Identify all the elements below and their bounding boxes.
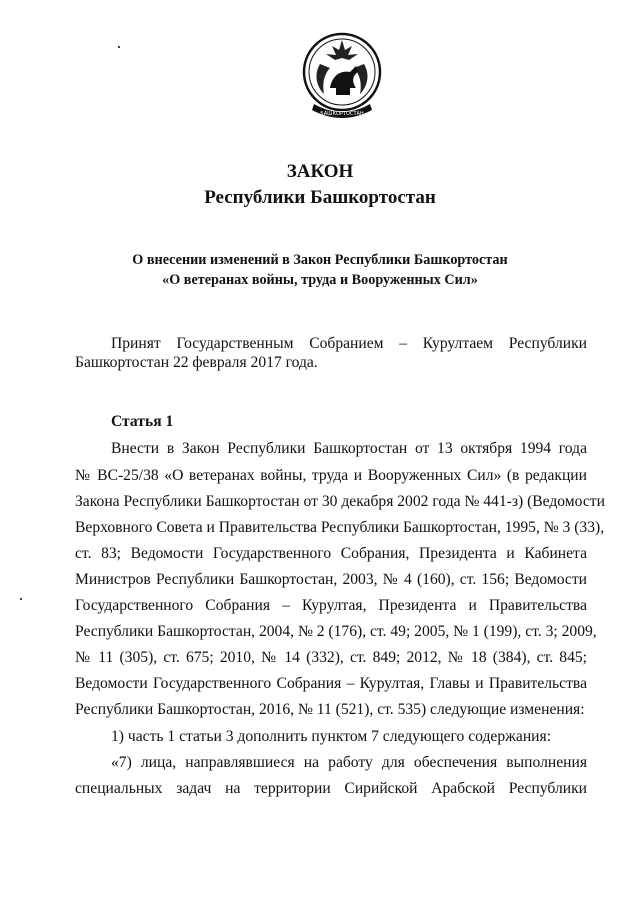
quote-line: «7) лица, направлявшиеся на работу для обеспечения выполнения [111, 754, 587, 771]
article-text-line: № 11 (305), ст. 675; 2010, № 14 (332), ст. 849; 2012, № 18 (384), ст. 845; [75, 649, 587, 666]
article-text-line: Внести в Закон Республики Башкортостан от 13 октября 1994 года [111, 440, 587, 457]
scan-speck [20, 598, 22, 600]
amendment-item: 1) часть 1 статьи 3 дополнить пунктом 7 следующего содержания: [111, 728, 552, 745]
law-subtitle-quote: «О ветеранах войны, труда и Вооруженных Сил» [162, 272, 478, 288]
law-title-republic: Республики Башкортостан [204, 187, 436, 208]
adoption-line: Принят Государственным Собранием – Курултаем Республики [111, 335, 587, 352]
bashkortostan-coat-of-arms-icon [300, 28, 384, 124]
article-text-line: Закона Республики Башкортостан от 30 декабря 2002 года № 441-з) (Ведомости [75, 493, 605, 510]
quote-line: специальных задач на территории Сирийской Арабской Республики [75, 780, 587, 797]
article-text-line: Государственного Собрания – Курултая, Президента и Правительства [75, 597, 587, 614]
article-heading: Статья 1 [111, 413, 174, 430]
law-subtitle: О внесении изменений в Закон Республики Башкортостан [132, 252, 508, 268]
article-text-line: Ведомости Государственного Собрания – Курултая, Главы и Правительства [75, 675, 587, 692]
svg-text:БАШКОРТОСТАН: БАШКОРТОСТАН [320, 111, 364, 117]
scan-speck [118, 46, 120, 48]
article-text-line: Республики Башкортостан, 2016, № 11 (521), ст. 535) следующие изменения: [75, 701, 585, 718]
article-text-line: ст. 83; Ведомости Государственного Собрания, Президента и Кабинета [75, 545, 587, 562]
adoption-line: Башкортостан 22 февраля 2017 года. [75, 354, 318, 371]
article-text-line: Верховного Совета и Правительства Республики Башкортостан, 1995, № 3 (33), [75, 519, 605, 536]
article-text-line: Министров Республики Башкортостан, 2003, № 4 (160), ст. 156; Ведомости [75, 571, 587, 588]
article-text-line: Республики Башкортостан, 2004, № 2 (176), ст. 49; 2005, № 1 (199), ст. 3; 2009, [75, 623, 597, 640]
article-text-line: № ВС-25/38 «О ветеранах войны, труда и Вооруженных Сил» (в редакции [75, 467, 587, 484]
law-title: ЗАКОН [286, 161, 354, 182]
